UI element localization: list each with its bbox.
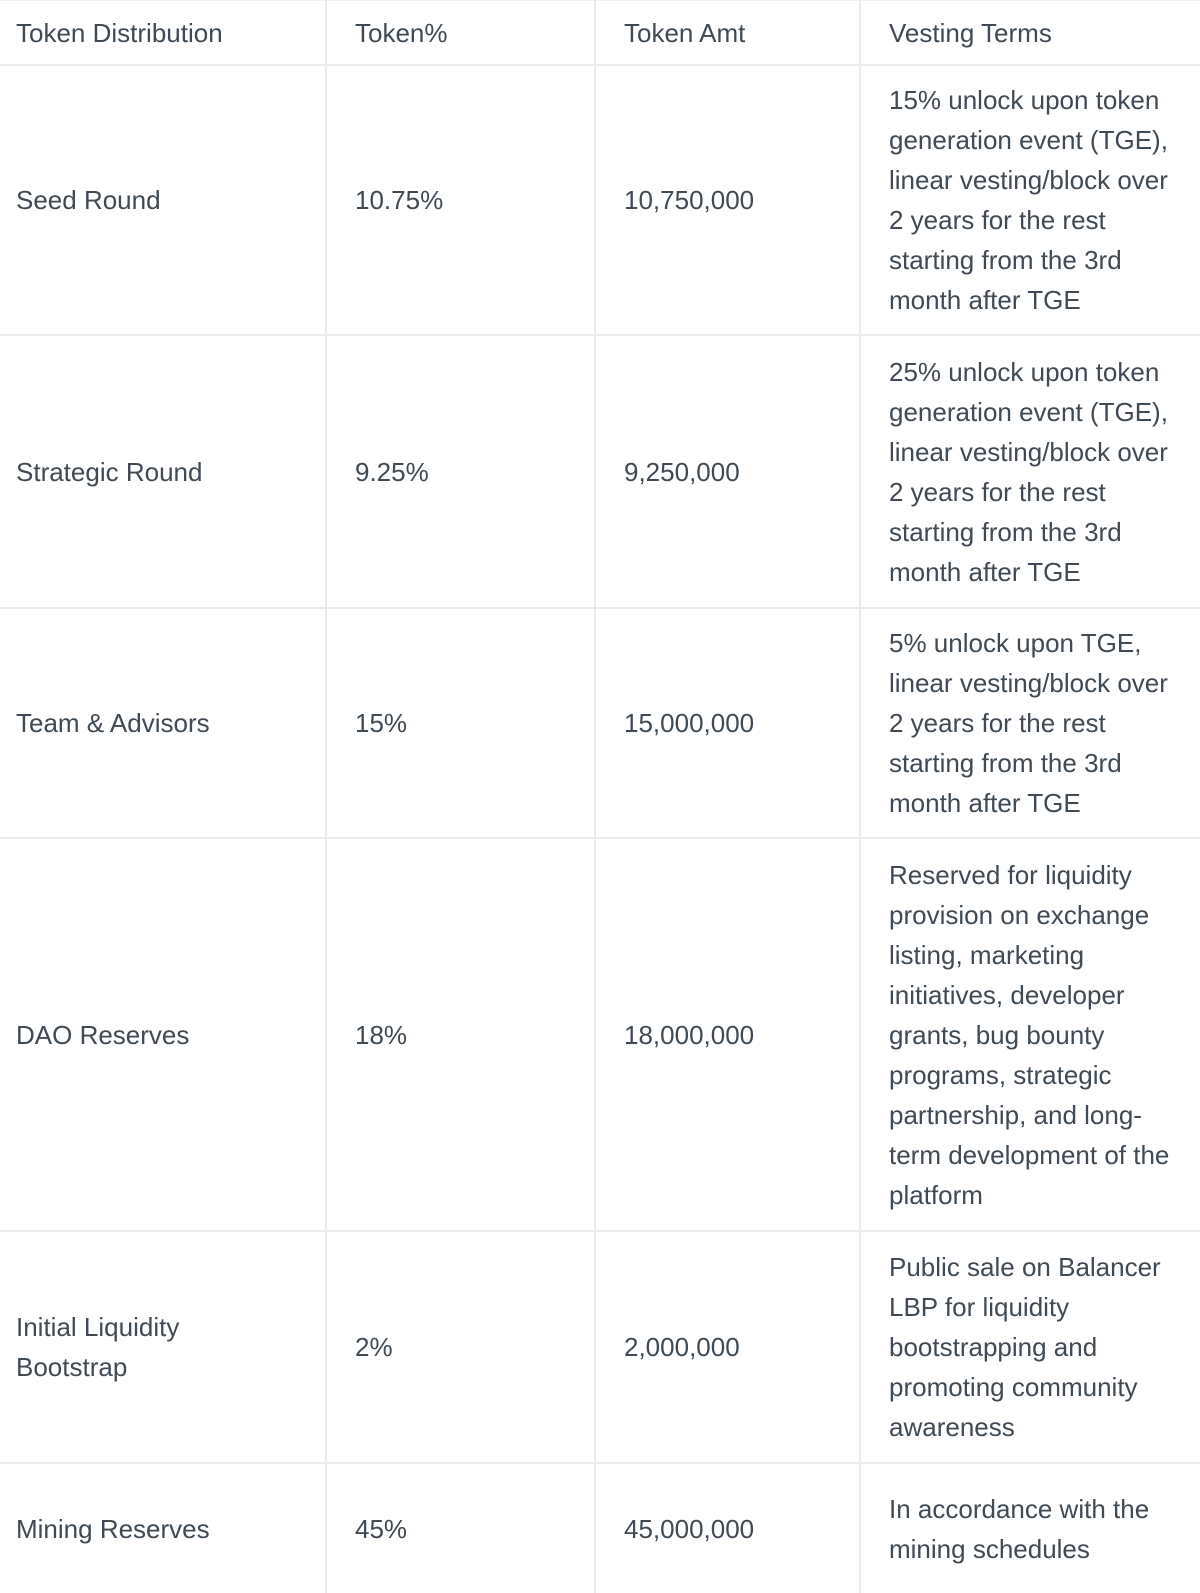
cell-vesting-terms: Public sale on Balancer LBP for liquidity bootstrapping and promoting community awareness xyxy=(860,1231,1200,1463)
cell-token-pct: 18% xyxy=(326,838,595,1231)
column-header-token-amt: Token Amt xyxy=(595,1,860,66)
cell-distribution-name: Seed Round xyxy=(0,65,326,335)
cell-vesting-terms: Reserved for liquidity provision on exchange listing, marketing initiatives, developer grants, bug bounty programs, strategic partnership, and long-term development of the platform xyxy=(860,838,1200,1231)
cell-token-pct: 45% xyxy=(326,1463,595,1593)
table-row-strategic-round xyxy=(0,335,1200,608)
cell-token-amt: 10,750,000 xyxy=(595,65,860,335)
cell-distribution-name: Initial Liquidity Bootstrap xyxy=(0,1231,326,1463)
table-row-dao-reserves xyxy=(0,838,1200,1231)
cell-token-amt: 18,000,000 xyxy=(595,838,860,1231)
table-header xyxy=(0,1,1200,66)
cell-token-pct: 2% xyxy=(326,1231,595,1463)
cell-token-amt: 45,000,000 xyxy=(595,1463,860,1593)
column-header-vesting-terms: Vesting Terms xyxy=(860,1,1200,66)
cell-vesting-terms: 5% unlock upon TGE, linear vesting/block over 2 years for the rest starting from the 3rd month after TGE xyxy=(860,608,1200,838)
column-header-token-distribution: Token Distribution xyxy=(0,1,326,66)
cell-distribution-name: Strategic Round xyxy=(0,335,326,608)
table-row-team-advisors xyxy=(0,608,1200,838)
cell-distribution-name: Mining Reserves xyxy=(0,1463,326,1593)
table-row-seed-round xyxy=(0,65,1200,335)
cell-vesting-terms: 15% unlock upon token generation event (TGE), linear vesting/block over 2 years for the rest starting from the 3rd month after TGE xyxy=(860,65,1200,335)
table-row-mining-reserves xyxy=(0,1463,1200,1593)
cell-token-pct: 10.75% xyxy=(326,65,595,335)
cell-distribution-name: Team & Advisors xyxy=(0,608,326,838)
cell-token-amt: 9,250,000 xyxy=(595,335,860,608)
cell-token-pct: 15% xyxy=(326,608,595,838)
cell-token-amt: 15,000,000 xyxy=(595,608,860,838)
header-row xyxy=(0,1,1200,66)
table-row-initial-liquidity-bootstrap xyxy=(0,1231,1200,1463)
cell-vesting-terms: In accordance with the mining schedules xyxy=(860,1463,1200,1593)
cell-token-amt: 2,000,000 xyxy=(595,1231,860,1463)
cell-distribution-name: DAO Reserves xyxy=(0,838,326,1231)
cell-token-pct: 9.25% xyxy=(326,335,595,608)
column-header-token-pct: Token% xyxy=(326,1,595,66)
table-body xyxy=(0,65,1200,1593)
cell-vesting-terms: 25% unlock upon token generation event (TGE), linear vesting/block over 2 years for the rest starting from the 3rd month after TGE xyxy=(860,335,1200,608)
